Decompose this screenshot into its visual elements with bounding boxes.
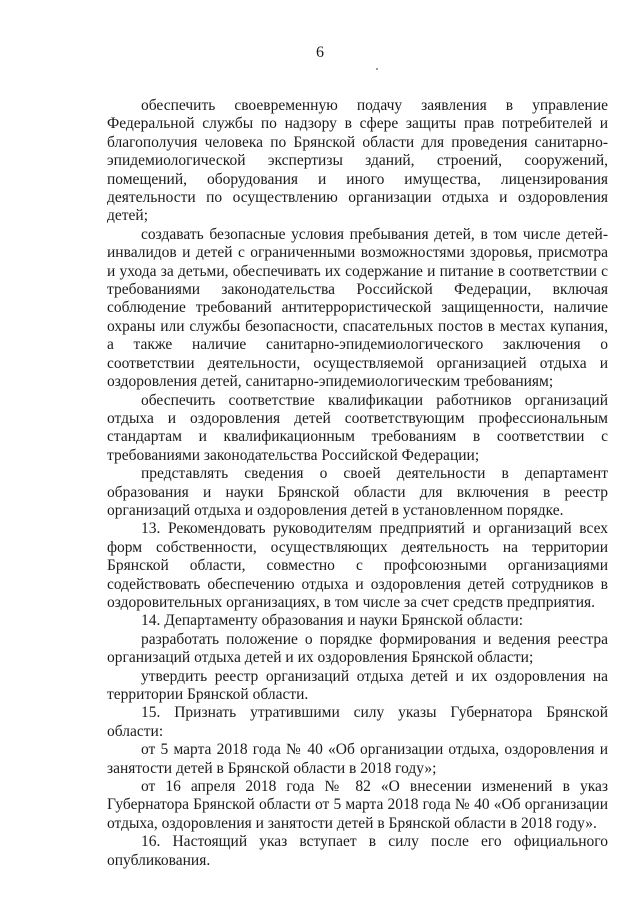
paragraph: 13. Рекомендовать руководителям предприятий и организаций всех форм собственности, осуществляющих деятельность на территории Брянской области, совместно с профсоюзными организациями содействовать обеспечению отдыха и оздоровления детей сотрудников в оздоровительных организациях, в том числе за счет средств предприятия. xyxy=(107,520,608,611)
scan-mark xyxy=(376,68,378,70)
page-number: 6 xyxy=(316,44,324,61)
paragraph: представлять сведения о своей деятельности в департамент образования и науки Брянской области для включения в реестр организаций отдыха и оздоровления детей в установленном порядке. xyxy=(107,465,608,519)
paragraph: утвердить реестр организаций отдыха детей и их оздоровления на территории Брянской области. xyxy=(107,667,608,703)
paragraph: от 16 апреля 2018 года № 82 «О внесении изменений в указ Губернатора Брянской области от 5 марта 2018 года № 40 «Об организации отдыха, оздоровления и занятости детей в Брянской области в 2018 году». xyxy=(107,778,608,832)
paragraph: 15. Признать утратившими силу указы Губернатора Брянской области: xyxy=(107,704,608,740)
paragraph: 14. Департаменту образования и науки Брянской области: xyxy=(141,612,524,630)
paragraph: от 5 марта 2018 года № 40 «Об организации отдыха, оздоровления и занятости детей в Брянской области в 2018 году»; xyxy=(107,741,608,777)
document-body xyxy=(107,97,608,870)
paragraph: обеспечить своевременную подачу заявления в управление Федеральной службы по надзору в сфере защиты прав потребителей и благополучия человека по Брянской области для проведения санитарно-эпидемиологической экспертизы зданий, строений, сооружений, помещений, оборудования и иного имущества, лицензирования деятельности по осуществлению организации отдыха и оздоровления детей; xyxy=(107,97,608,225)
paragraph: создавать безопасные условия пребывания детей, в том числе детей-инвалидов и детей с ограниченными возможностями здоровья, присмотра и ухода за детьми, обеспечивать их содержание и питание в соответствии с требованиями законодательства Российской Федерации, включая соблюдение требований антитеррористической защищенности, наличие охраны или службы безопасности, спасательных постов в местах купания, а также наличие санитарно-эпидемиологического заключения о соответствии деятельности, осуществляемой организацией отдыха и оздоровления детей, санитарно-эпидемиологическим требованиям; xyxy=(107,225,608,391)
paragraph: 16. Настоящий указ вступает в силу после его официального опубликования. xyxy=(107,833,608,869)
paragraph: обеспечить соответствие квалификации работников организаций отдыха и оздоровления детей соответствующим профессиональным стандартам и квалификационным требованиям в соответствии с требованиями законодательства Российской Федерации; xyxy=(107,391,608,464)
paragraph: разработать положение о порядке формирования и ведения реестра организаций отдыха детей и их оздоровления Брянской области; xyxy=(107,630,608,667)
